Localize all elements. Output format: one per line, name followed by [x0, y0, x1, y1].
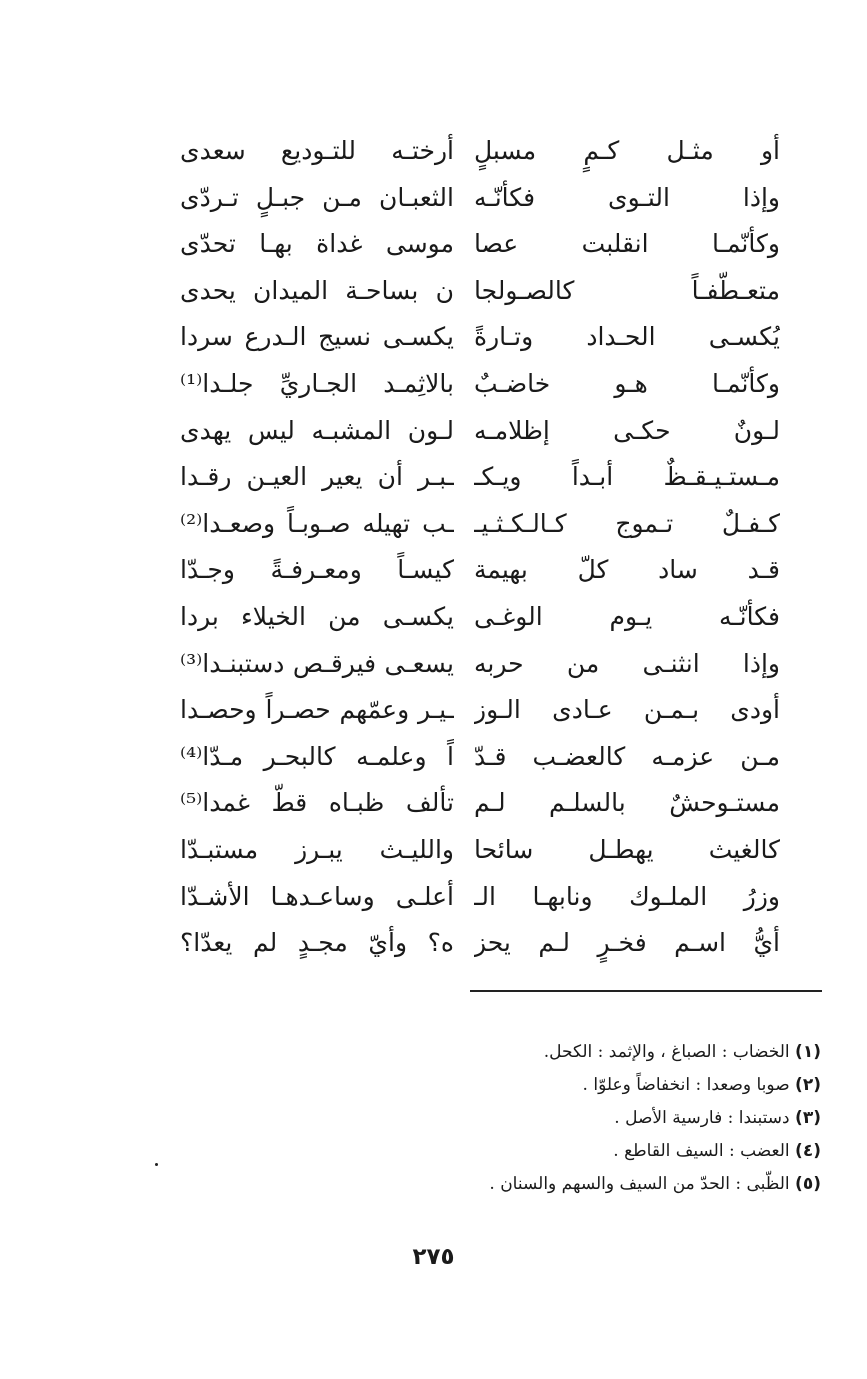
footnote-number: (٢) — [795, 1075, 821, 1095]
page-number: ٢٧٥ — [412, 1244, 455, 1270]
verse-first-hemistich: يُكسـى الحـداد وتـارةً — [474, 322, 780, 352]
verse-second-hemistich: يسعـى فيرقـص دستبنـدا⁽³⁾ — [180, 648, 454, 678]
verse-first-hemistich: فكأنّـه يـوم الوغـى — [474, 601, 780, 631]
verse-first-hemistich: وكأنّمـا انقلبت عصا — [474, 229, 780, 259]
verse-first-hemistich: مـستـيـقـظٌ أبـداً ويـكـ — [474, 462, 780, 492]
verse-first-hemistich: أو مثـل كـمٍ مسبلٍ — [474, 136, 780, 165]
verse-line — [180, 594, 780, 641]
verse-line — [180, 221, 780, 268]
verse-line — [180, 361, 780, 408]
verse-line — [180, 920, 780, 967]
verse-line — [180, 827, 780, 874]
verse-first-hemistich: كالغيث يهطـل سائحا — [474, 834, 780, 864]
verse-first-hemistich: قـد ساد كلّ بهيمة — [474, 555, 780, 585]
verse-second-hemistich: يكسـى من الخيلاء بردا — [180, 601, 454, 631]
footnote — [301, 1102, 821, 1135]
verse-first-hemistich: مستـوحشٌ بالسلـم لـم — [474, 788, 780, 818]
footnote-number: (٥) — [795, 1174, 821, 1194]
footnote-text: الظّبى : الحدّ من السيف والسهم والسنان . — [489, 1174, 790, 1194]
verse-second-hemistich: أعلـى وساعـدهـا الأشـدّا — [180, 881, 454, 911]
verse-line — [180, 641, 780, 688]
footnotes — [301, 1036, 821, 1201]
footnote-text: الخضاب : الصباغ ، والإثمد : الكحل. — [543, 1042, 790, 1062]
footnote-number: (١) — [795, 1042, 821, 1062]
footnote — [301, 1069, 821, 1102]
footnote — [301, 1135, 821, 1168]
verse-first-hemistich: أيُّ اسـم فخـرٍ لـم يحز — [474, 928, 780, 958]
verse-line — [180, 547, 780, 594]
verse-line — [180, 128, 780, 175]
verse-line — [180, 408, 780, 455]
verse-line — [180, 687, 780, 734]
footnote — [301, 1036, 821, 1069]
verse-line — [180, 314, 780, 361]
verse-first-hemistich: وإذا انثنـى من حربه — [474, 648, 780, 678]
verse-second-hemistich: كيسـاً ومعـرفـةً وجـدّا — [180, 555, 454, 585]
verse-first-hemistich: وإذا التـوى فكأنّـه — [474, 182, 780, 212]
verse-second-hemistich: اً وعلمـه كالبحـر مـدّا⁽⁴⁾ — [180, 741, 454, 771]
verse-first-hemistich: لـونٌ حكـى إظلامـه — [474, 415, 780, 445]
poem — [180, 128, 780, 967]
verse-second-hemistich: موسى غداة بهـا تحدّى — [180, 229, 454, 259]
verse-second-hemistich: أرختـه للتـوديع سعدى — [180, 136, 454, 165]
verse-second-hemistich: ـبـر أن يعير العيـن رقـدا — [180, 462, 454, 492]
verse-second-hemistich: تألف ظبـاه قطّ غمدا⁽⁵⁾ — [180, 788, 454, 818]
verse-line — [180, 501, 780, 548]
verse-second-hemistich: ـيـر وعمّهم حصـراً وحصـدا — [180, 695, 454, 725]
verse-second-hemistich: يكسـى نسيج الـدرع سردا — [180, 322, 454, 352]
verse-second-hemistich: لـون المشبـه ليس يهدى — [180, 415, 454, 445]
verse-second-hemistich: والليـث يبـرز مستبـدّا — [180, 834, 454, 864]
verse-first-hemistich: وكأنّمـا هـو خاضـبٌ — [474, 368, 780, 398]
verse-line — [180, 780, 780, 827]
verse-line — [180, 734, 780, 781]
footnote — [301, 1168, 821, 1201]
verse-second-hemistich: بالاثِمـد الجـاريِّ جلـدا⁽¹⁾ — [180, 368, 454, 398]
verse-second-hemistich: ـب تهيله صـوبـاً وصعـدا⁽²⁾ — [180, 508, 454, 538]
verse-second-hemistich: ن بساحـة الميدان يحدى — [180, 275, 454, 305]
verse-line — [180, 874, 780, 921]
footnote-number: (٤) — [795, 1141, 821, 1161]
verse-first-hemistich: وزرُ الملـوك ونابهـا الـ — [474, 881, 780, 911]
verse-first-hemistich: كـفـلٌ تـموج كـالـكـثـيـ — [474, 508, 780, 538]
verse-first-hemistich: متعـطّفـاً كالصـولجا — [474, 275, 780, 305]
verse-second-hemistich: ه؟ وأيّ مجـدٍ لم يعدّا؟ — [180, 928, 454, 958]
footnote-text: صوبا وصعدا : انخفاضاً وعلوّا . — [582, 1075, 790, 1095]
verse-first-hemistich: مـن عزمـه كالعضـب قـدّ — [474, 741, 780, 771]
verse-first-hemistich: أودى بـمـن عـادى الـوز — [474, 695, 780, 725]
verse-line — [180, 175, 780, 222]
verse-second-hemistich: الثعبـان مـن جبـلٍ تـردّى — [180, 182, 454, 212]
footnote-text: العضب : السيف القاطع . — [613, 1141, 790, 1161]
footnote-divider — [470, 990, 822, 992]
footnote-number: (٣) — [795, 1108, 821, 1128]
footnote-text: دستبندا : فارسية الأصل . — [614, 1108, 790, 1128]
verse-line — [180, 454, 780, 501]
verse-line — [180, 268, 780, 315]
scan-speck — [155, 1163, 158, 1166]
